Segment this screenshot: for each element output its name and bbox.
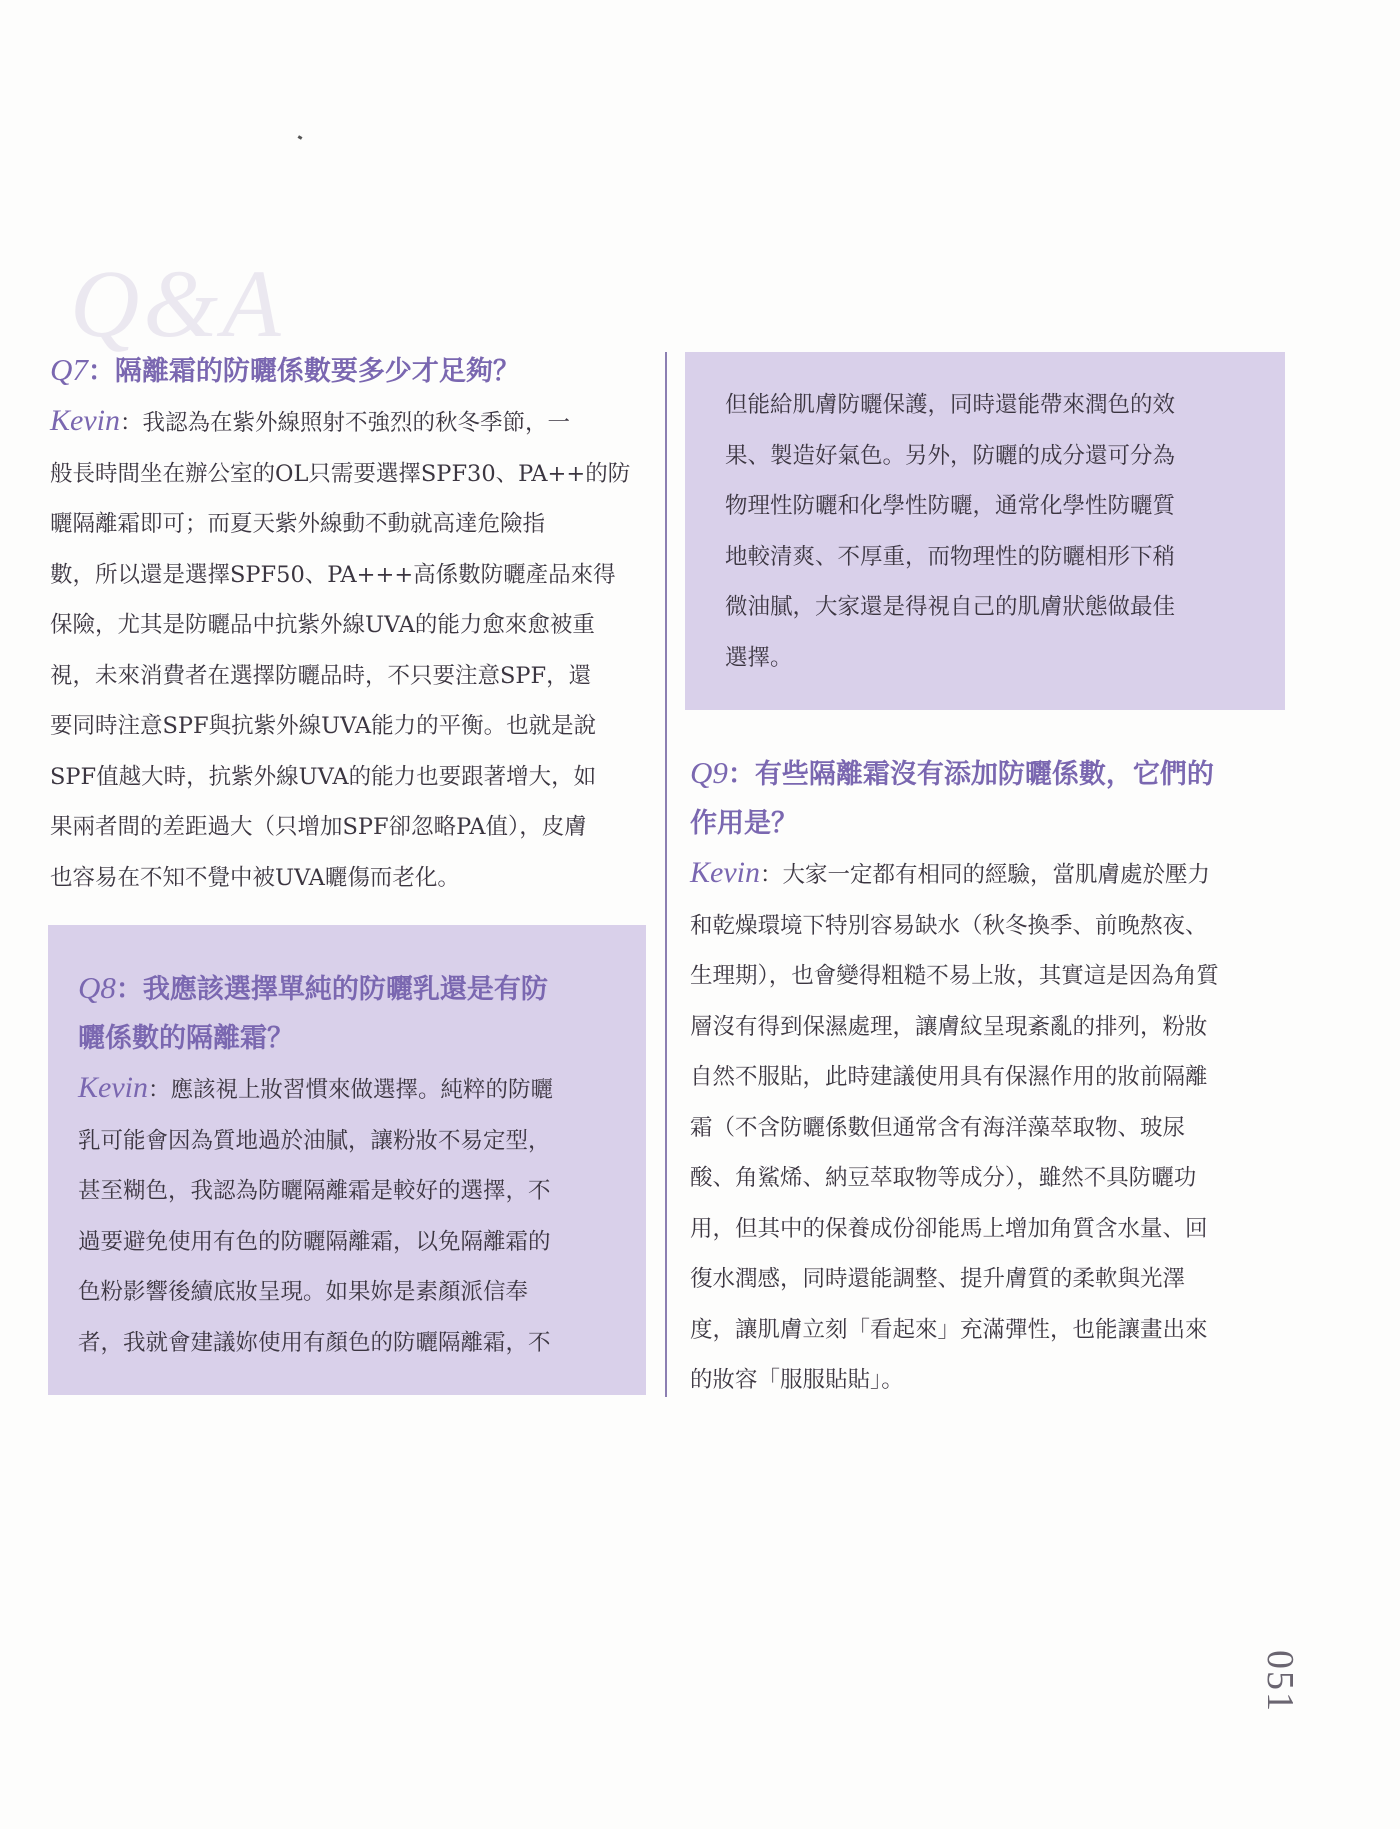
- q7-line: 曬隔離霜即可；而夏天紫外線動不動就高達危險指: [50, 511, 546, 537]
- q9-section: [690, 748, 1290, 1406]
- q8-number: Q8: [78, 970, 116, 1005]
- q8-cont-line: 地較清爽、不厚重，而物理性的防曬相形下稍: [725, 543, 1176, 570]
- q9-kevin-label: Kevin: [690, 856, 760, 889]
- q9-line: 酸、角鯊烯、納豆萃取物等成分），雖然不具防曬功: [690, 1165, 1197, 1191]
- q7-section: [50, 345, 650, 903]
- q9-answer: [690, 848, 1290, 1406]
- q9-question-line: ：有些隔離霜沒有添加防曬係數，它們的: [727, 759, 1214, 790]
- q9-question-line: 作用是？: [690, 808, 798, 839]
- q9-line: 復水潤感，同時還能調整、提升膚質的柔軟與光澤: [690, 1266, 1186, 1292]
- page-number: 051: [1259, 1650, 1301, 1713]
- q8-cont-line: 微油膩，大家還是得視自己的肌膚狀態做最佳: [725, 594, 1176, 620]
- q8-line: 過要避免使用有色的防曬隔離霜，以免隔離霜的: [78, 1228, 551, 1255]
- q7-kevin-label: Kevin: [50, 404, 120, 437]
- q8-line: 乳可能會因為質地過於油膩，讓粉妝不易定型，: [78, 1127, 551, 1154]
- q8-question-line: ：我應該選擇單純的防曬乳還是有防: [115, 974, 548, 1005]
- q9-line: 用，但其中的保養成份卻能馬上增加角質含水量、回: [690, 1215, 1208, 1242]
- q7-line: 視，未來消費者在選擇防曬品時，不只要注意SPF，還: [50, 662, 592, 689]
- q9-title: [690, 748, 1290, 848]
- q7-line: 要同時注意SPF與抗紫外線UVA能力的平衡。也就是說: [50, 713, 597, 739]
- q7-line: 也容易在不知不覺中被UVA曬傷而老化。: [50, 864, 460, 891]
- q8-question-line: 曬係數的隔離霜？: [78, 1023, 294, 1054]
- q9-line: 度，讓肌膚立刻「看起來」充滿彈性，也能讓畫出來: [690, 1316, 1208, 1343]
- q7-line: 數，所以還是選擇SPF50、PA+++高係數防曬產品來得: [50, 561, 616, 588]
- q8-cont-line: 物理性防曬和化學性防曬，通常化學性防曬質: [725, 493, 1176, 519]
- q9-line: 的妝容「服服貼貼」。: [690, 1367, 904, 1393]
- q7-question: ：隔離霜的防曬係數要多少才足夠？: [87, 356, 520, 387]
- q8-continued-box: [685, 352, 1285, 710]
- q8-answer: [78, 1063, 623, 1368]
- q7-line: 果兩者間的差距過大（只增加SPF卻忽略PA值），皮膚: [50, 814, 587, 840]
- scan-speck: [298, 135, 303, 140]
- q7-line: ：我認為在紫外線照射不強烈的秋冬季節，一: [119, 410, 570, 436]
- q8-line: 者，我就會建議妳使用有顏色的防曬隔離霜，不: [78, 1329, 551, 1356]
- q8-kevin-label: Kevin: [78, 1071, 148, 1104]
- q9-line: ：大家一定都有相同的經驗，當肌膚處於壓力: [759, 862, 1210, 888]
- q8-cont-line: 果、製造好氣色。另外，防曬的成分還可分為: [725, 442, 1176, 469]
- q9-line: 自然不服貼，此時建議使用具有保濕作用的妝前隔離: [690, 1064, 1208, 1090]
- q8-cont-line: 但能給肌膚防曬保護，同時還能帶來潤色的效: [725, 392, 1176, 418]
- watermark-decoration: Q&A: [70, 250, 285, 357]
- q8-box: [48, 925, 646, 1395]
- q7-number: Q7: [50, 352, 88, 387]
- q7-title: [50, 345, 650, 396]
- q8-cont-line: 選擇。: [725, 644, 793, 671]
- q8-line: 色粉影響後續底妝呈現。如果妳是素顏派信奉: [78, 1279, 529, 1305]
- q9-number: Q9: [690, 755, 728, 790]
- q9-line: 和乾燥環境下特別容易缺水（秋冬換季、前晚熬夜、: [690, 912, 1208, 939]
- q8-title: [78, 963, 623, 1063]
- q8-line: 甚至糊色，我認為防曬隔離霜是較好的選擇，不: [78, 1178, 551, 1204]
- q9-line: 霜（不含防曬係數但通常含有海洋藻萃取物、玻尿: [690, 1114, 1186, 1141]
- q8-continued-answer: [725, 380, 1265, 683]
- q9-line: 生理期），也會變得粗糙不易上妝，其實這是因為角質: [690, 963, 1219, 989]
- column-divider: [665, 352, 667, 1397]
- q8-line: ：應該視上妝習慣來做選擇。純粹的防曬: [147, 1077, 553, 1103]
- q7-answer: [50, 396, 650, 903]
- q7-line: SPF值越大時，抗紫外線UVA的能力也要跟著增大，如: [50, 763, 597, 790]
- q9-line: 層沒有得到保濕處理，讓膚紋呈現紊亂的排列，粉妝: [690, 1013, 1208, 1040]
- q7-line: 保險，尤其是防曬品中抗紫外線UVA的能力愈來愈被重: [50, 612, 595, 638]
- q7-line: 般長時間坐在辦公室的OL只需要選擇SPF30、PA++的防: [50, 460, 631, 487]
